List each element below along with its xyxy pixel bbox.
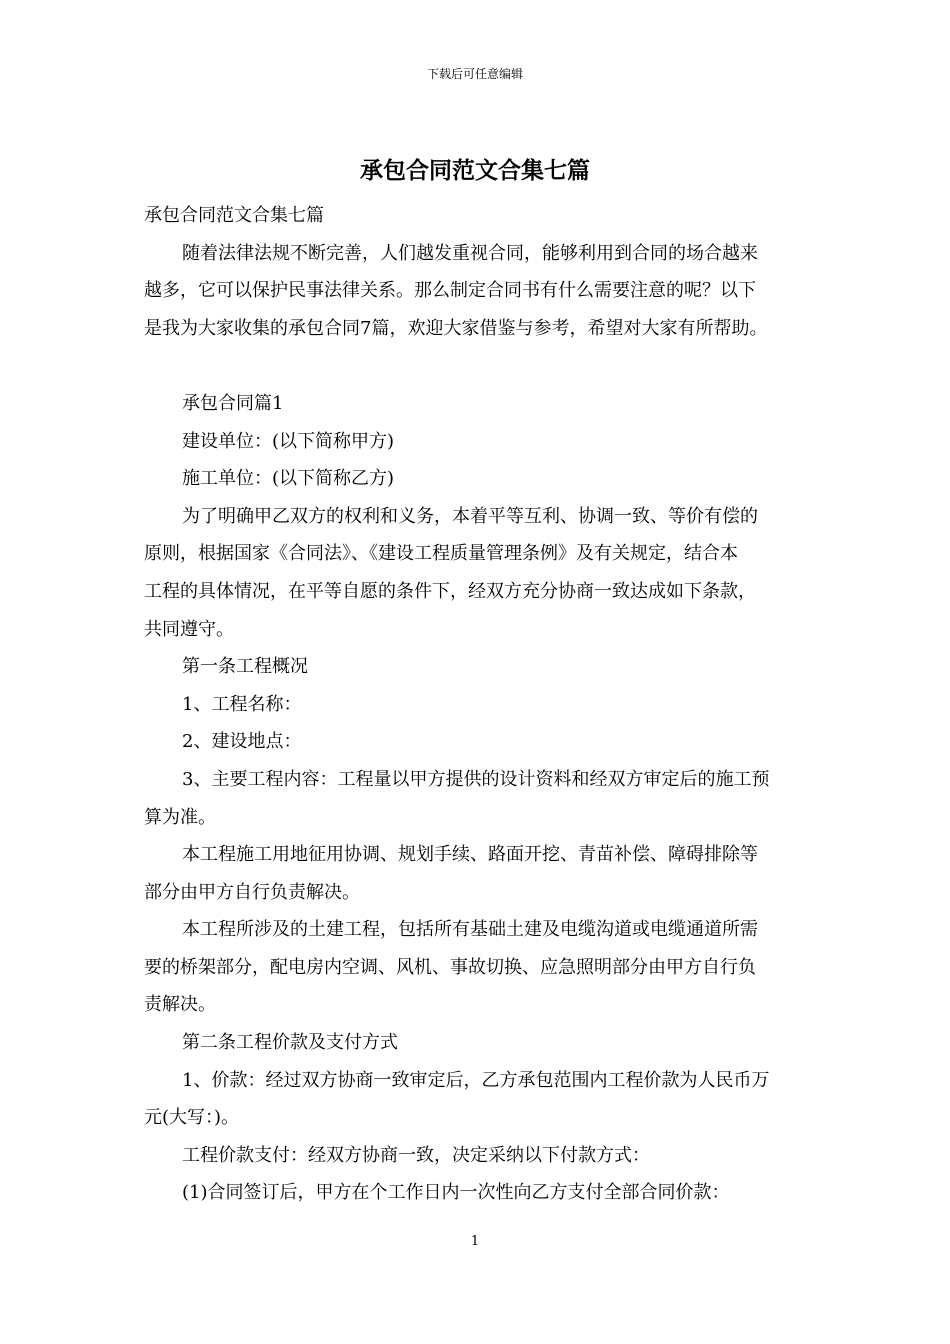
paragraph-line: 本工程所涉及的土建工程，包括所有基础土建及电缆沟道或电缆通道所需 bbox=[182, 919, 758, 941]
intro-line: 随着法律法规不断完善，人们越发重视合同，能够利用到合同的场合越来 bbox=[182, 242, 758, 264]
paragraph-line: 共同遵守。 bbox=[144, 618, 234, 640]
subtitle-line: 承包合同范文合集七篇 bbox=[144, 205, 324, 226]
paragraph-line: 部分由甲方自行负责解决。 bbox=[144, 881, 360, 903]
party-b-line: 施工单位：(以下简称乙方) bbox=[182, 468, 395, 490]
section-heading: 承包合同篇1 bbox=[182, 392, 284, 414]
clause-line: 元(大写：)。 bbox=[144, 1107, 240, 1129]
clause-line: 算为准。 bbox=[144, 806, 216, 828]
paragraph-line: 责解决。 bbox=[144, 994, 216, 1016]
clause-line: 3、主要工程内容：工程量以甲方提供的设计资料和经双方审定后的施工预 bbox=[182, 768, 770, 790]
intro-line: 越多，它可以保护民事法律关系。那么制定合同书有什么需要注意的呢？以下 bbox=[144, 280, 756, 302]
paragraph-line: 本工程施工用地征用协调、规划手续、路面开挖、青苗补偿、障碍排除等 bbox=[182, 844, 758, 866]
clause-line: (1)合同签订后，甲方在个工作日内一次性向乙方支付全部合同价款： bbox=[182, 1182, 730, 1204]
article-heading: 第二条工程价款及支付方式 bbox=[182, 1032, 398, 1054]
clause-line: 2、建设地点： bbox=[182, 731, 302, 753]
clause-line: 1、价款：经过双方协商一致审定后，乙方承包范围内工程价款为人民币万 bbox=[182, 1069, 770, 1091]
blank-line bbox=[144, 347, 824, 385]
party-a-line: 建设单位：(以下简称甲方) bbox=[182, 430, 395, 452]
paragraph-line: 工程价款支付：经双方协商一致，决定采纳以下付款方式： bbox=[182, 1144, 650, 1166]
article-heading: 第一条工程概况 bbox=[182, 656, 308, 678]
document-body bbox=[144, 197, 824, 1212]
paragraph-line: 为了明确甲乙双方的权利和义务，本着平等互利、协调一致、等价有偿的 bbox=[182, 505, 758, 527]
intro-line: 是我为大家收集的承包合同7篇，欢迎大家借鉴与参考，希望对大家有所帮助。 bbox=[144, 317, 768, 339]
paragraph-line: 工程的具体情况，在平等自愿的条件下，经双方充分协商一致达成如下条款， bbox=[144, 580, 756, 602]
paragraph-line: 要的桥架部分，配电房内空调、风机、事故切换、应急照明部分由甲方自行负 bbox=[144, 956, 756, 978]
document-title: 承包合同范文合集七篇 bbox=[360, 157, 590, 184]
paragraph-line: 原则，根据国家《合同法》、《建设工程质量管理条例》及有关规定，结合本 bbox=[144, 543, 738, 565]
page-header-note: 下载后可任意编辑 bbox=[426, 67, 523, 81]
clause-line: 1、工程名称： bbox=[182, 693, 302, 715]
page-number: 1 bbox=[470, 1234, 480, 1249]
